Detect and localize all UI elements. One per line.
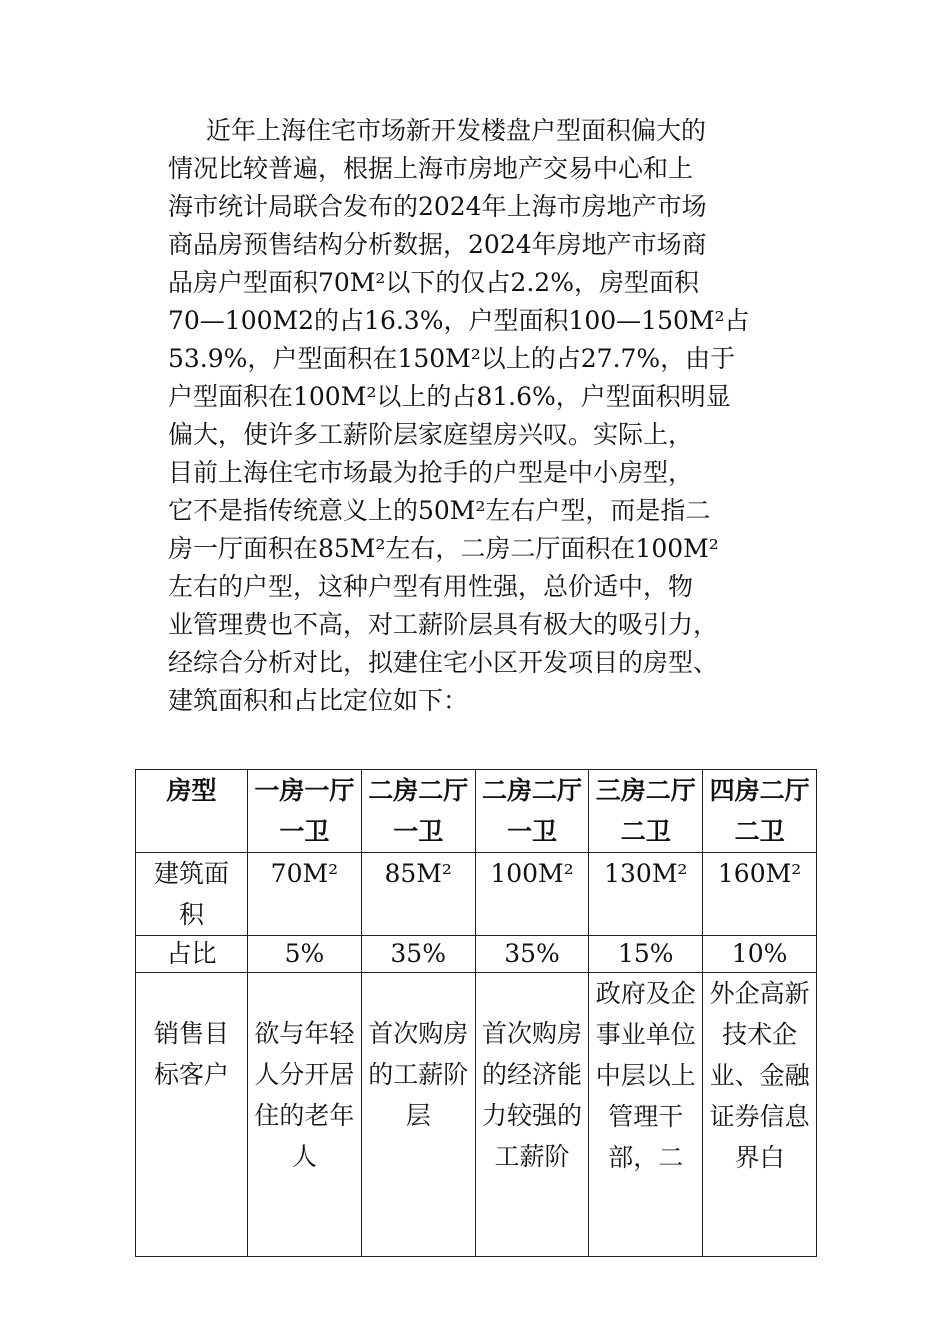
paragraph-line: 业管理费也不高，对工薪阶层具有极大的吸引力， — [168, 610, 719, 639]
area-label-cell: 建筑面积 — [136, 853, 248, 936]
header-type-cell: 二房二厅一卫 — [475, 770, 589, 853]
paragraph-line: 海市统计局联合发布的2024年上海市房地产市场 — [168, 192, 707, 221]
clients-value-cell — [703, 973, 817, 1257]
paragraph-line: 建筑面积和占比定位如下： — [168, 686, 469, 715]
share-value-cell: 35% — [361, 936, 475, 973]
header-type-cell: 四房二厅二卫 — [703, 770, 817, 853]
target-clients-row — [136, 973, 817, 1257]
paragraph-line: 70—100M2的占16.3%，户型面积100—150M²占 — [168, 306, 750, 335]
clients-value-text: 首次购房的工薪阶层 — [368, 1019, 469, 1130]
paragraph-line: 近年上海住宅市场新开发楼盘户型面积偏大的 — [206, 116, 707, 145]
share-value-cell: 15% — [589, 936, 703, 973]
area-value-cell: 100M² — [475, 853, 589, 936]
header-type-cell: 二房二厅一卫 — [361, 770, 475, 853]
paragraph-line: 商品房预售结构分析数据，2024年房地产市场商 — [168, 230, 707, 259]
area-value-cell: 160M² — [703, 853, 817, 936]
clients-value-cell — [361, 973, 475, 1257]
paragraph-line: 情况比较普遍，根据上海市房地产交易中心和上 — [168, 154, 694, 183]
paragraph-line: 左右的户型，这种户型有用性强，总价适中，物 — [168, 572, 694, 601]
clients-label-text: 销售目标客户 — [153, 1019, 229, 1089]
share-label-cell: 占比 — [136, 936, 248, 973]
area-row — [136, 853, 817, 936]
clients-value-cell — [589, 973, 703, 1257]
table-header-row — [136, 770, 817, 853]
clients-value-text: 外企高新技术企业、金融证券信息界白 — [709, 979, 810, 1172]
paragraph-line: 品房户型面积70M²以下的仅占2.2%，房型面积 — [168, 268, 699, 297]
paragraph-line: 房一厅面积在85M²左右，二房二厅面积在100M² — [168, 534, 719, 563]
share-value-cell: 35% — [475, 936, 589, 973]
clients-value-text: 政府及企事业单位中层以上管理干部，二 — [595, 979, 696, 1172]
paragraph-line: 目前上海住宅市场最为抢手的户型是中小房型， — [168, 458, 694, 487]
share-value-cell: 5% — [248, 936, 362, 973]
clients-label-cell — [136, 973, 248, 1257]
clients-value-text: 首次购房的经济能力较强的工薪阶 — [481, 1019, 582, 1171]
header-type-cell: 一房一厅一卫 — [248, 770, 362, 853]
header-label-cell: 房型 — [136, 770, 248, 853]
clients-value-cell — [248, 973, 362, 1257]
intro-paragraph — [168, 112, 788, 720]
area-value-cell: 130M² — [589, 853, 703, 936]
unit-plan-table — [135, 769, 817, 1257]
area-value-cell: 70M² — [248, 853, 362, 936]
paragraph-line: 53.9%，户型面积在150M²以上的占27.7%，由于 — [168, 344, 736, 373]
share-value-cell: 10% — [703, 936, 817, 973]
area-value-cell: 85M² — [361, 853, 475, 936]
clients-value-text: 欲与年轻人分开居住的老年人 — [254, 1019, 355, 1171]
paragraph-line: 经综合分析对比，拟建住宅小区开发项目的房型、 — [168, 648, 719, 677]
unit-plan-table-wrapper — [135, 769, 817, 1257]
header-type-cell: 三房二厅二卫 — [589, 770, 703, 853]
clients-value-cell — [475, 973, 589, 1257]
paragraph-line: 它不是指传统意义上的50M²左右户型，而是指二 — [168, 496, 711, 525]
share-row — [136, 936, 817, 973]
paragraph-line: 偏大，使许多工薪阶层家庭望房兴叹。实际上， — [168, 420, 694, 449]
paragraph-line: 户型面积在100M²以上的占81.6%，户型面积明显 — [168, 382, 731, 411]
